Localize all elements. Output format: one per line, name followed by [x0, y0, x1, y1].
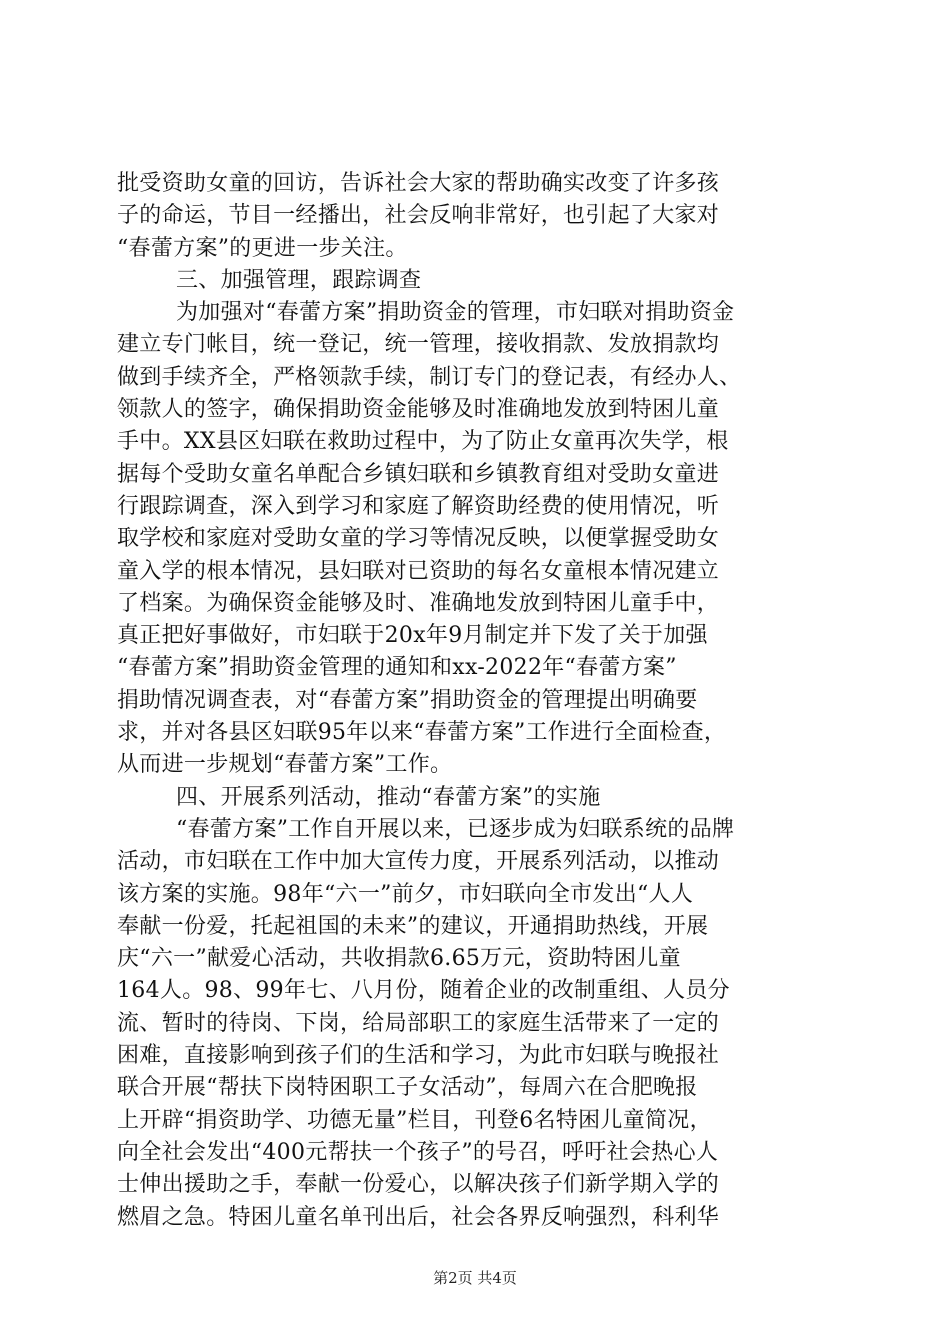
page-number-footer: 第2页 共4页 [433, 1269, 517, 1287]
text-line: 求，并对各县区妇联95年以来“春蕾方案”工作进行全面检查， [117, 720, 727, 746]
text-line: 行跟踪调查，深入到学习和家庭了解资助经费的使用情况，听 [117, 493, 720, 519]
text-line: 手中。XX县区妇联在救助过程中，为了防止女童再次失学，根 [117, 429, 729, 455]
text-line: 该方案的实施。98年“六一”前夕，市妇联向全市发出“人人 [117, 881, 694, 907]
section-heading: 三、加强管理，跟踪调查 [176, 267, 422, 293]
text-line: 庆“六一”献爱心活动，共收捐款6.65万元，资助特困儿童 [117, 946, 681, 972]
text-line: 捐助情况调查表，对“春蕾方案”捐助资金的管理提出明确要 [117, 687, 698, 713]
text-line: 据每个受助女童名单配合乡镇妇联和乡镇教育组对受助女童进 [117, 461, 720, 487]
text-line: “春蕾方案”工作自开展以来，已逐步成为妇联系统的品牌 [176, 816, 735, 842]
text-line: 取学校和家庭对受助女童的学习等情况反映，以便掌握受助女 [117, 526, 720, 552]
text-line: 流、暂时的待岗、下岗，给局部职工的家庭生活带来了一定的 [117, 1010, 720, 1036]
text-line: 活动，市妇联在工作中加大宣传力度，开展系列活动，以推动 [117, 849, 720, 875]
text-line: 批受资助女童的回访，告诉社会大家的帮助确实改变了许多孩 [117, 171, 720, 196]
text-line: 联合开展“帮扶下岗特困职工子女活动”，每周六在合肥晚报 [117, 1075, 698, 1101]
text-line: 燃眉之急。特困儿童名单刊出后，社会各界反响强烈，科利华 [117, 1204, 720, 1230]
text-line: 向全社会发出“400元帮扶一个孩子”的号召，呼吁社会热心人 [117, 1139, 719, 1165]
text-line: 子的命运，节目一经播出，社会反响非常好，也引起了大家对 [117, 203, 720, 229]
section-heading: 四、开展系列活动，推动“春蕾方案”的实施 [176, 784, 601, 810]
text-line: 上开辟“捐资助学、功德无量”栏目，刊登6名特困儿童简况， [117, 1107, 712, 1133]
text-line: 真正把好事做好，市妇联于20x年9月制定并下发了关于加强 [117, 623, 708, 649]
text-line: 从而进一步规划“春蕾方案”工作。 [117, 752, 453, 778]
text-line: 领款人的签字，确保捐助资金能够及时准确地发放到特困儿童 [117, 397, 720, 423]
text-line: “春蕾方案”捐助资金管理的通知和xx-2022年“春蕾方案” [117, 655, 677, 681]
text-line: “春蕾方案”的更进一步关注。 [117, 235, 408, 261]
text-line: 了档案。为确保资金能够及时、准确地发放到特困儿童手中， [117, 590, 720, 616]
text-line: 童入学的根本情况，县妇联对已资助的每名女童根本情况建立 [117, 558, 720, 584]
text-line: 做到手续齐全，严格领款手续，制订专门的登记表，有经办人、 [117, 364, 742, 390]
text-line: 164人。98、99年七、八月份，随着企业的改制重组、人员分 [117, 978, 730, 1004]
text-line: 士伸出援助之手，奉献一份爱心，以解决孩子们新学期入学的 [117, 1172, 720, 1198]
text-line: 建立专门帐目，统一登记，统一管理，接收捐款、发放捐款均 [117, 332, 720, 358]
text-line: 困难，直接影响到孩子们的生活和学习，为此市妇联与晚报社 [117, 1043, 720, 1069]
document-body [117, 168, 833, 1234]
text-line: 奉献一份爱，托起祖国的未来”的建议，开通捐助热线，开展 [117, 913, 709, 939]
text-line: 为加强对“春蕾方案”捐助资金的管理，市妇联对捐助资金 [176, 300, 735, 326]
